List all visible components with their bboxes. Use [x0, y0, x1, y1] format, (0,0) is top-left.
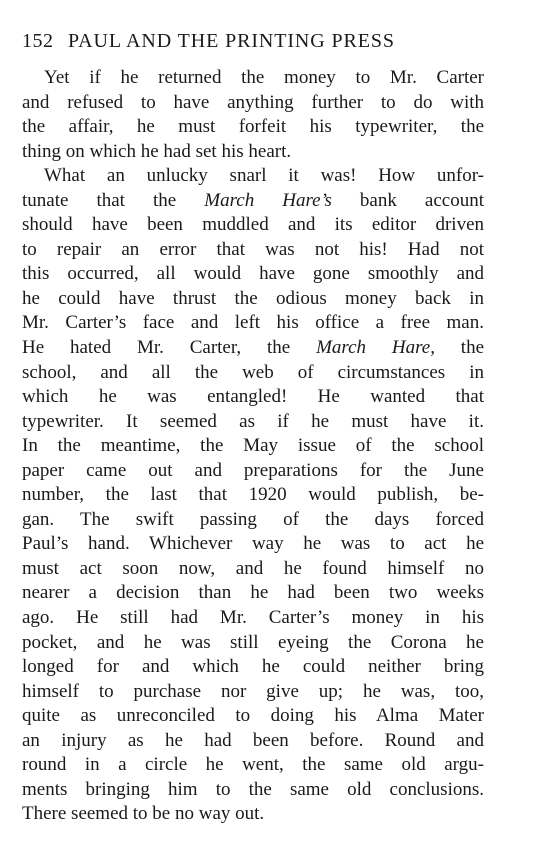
text-line: What an unlucky snarl it was! How unfor-	[44, 165, 484, 187]
text-line: ago. He still had Mr. Carter’s money in his	[22, 607, 484, 629]
text-line: There seemed to be no way out.	[22, 803, 265, 825]
text-line: he could have thrust the odious money back in	[22, 287, 484, 309]
page-number: 152	[22, 30, 54, 52]
text-line: typewriter. It seemed as if he must have it.	[22, 410, 484, 432]
text-line: and refused to have anything further to do with	[22, 91, 484, 113]
text-line: In the meantime, the May issue of the school	[22, 435, 484, 457]
text-line: paper came out and preparations for the June	[22, 459, 484, 481]
italic-title: March Hare,	[316, 337, 435, 359]
text-line: an injury as he had been before. Round and	[22, 729, 484, 751]
text-line: nearer a decision than he had been two weeks	[22, 582, 484, 604]
text-line: longed for and which he could neither bring	[22, 656, 484, 678]
text-line: thing on which he had set his heart.	[22, 140, 292, 162]
text-line: should have been muddled and its editor driven	[22, 214, 484, 236]
text-line: number, the last that 1920 would publish, be-	[22, 484, 484, 506]
text-line: to repair an error that was not his! Had not	[22, 238, 484, 260]
text-line: which he was entangled! He wanted that	[22, 386, 484, 408]
body-text	[22, 66, 484, 827]
text-line: must act soon now, and he found himself no	[22, 557, 484, 579]
running-title: PAUL AND THE PRINTING PRESS	[68, 30, 395, 52]
text-line: school, and all the web of circumstances in	[22, 361, 484, 383]
text-line: the affair, he must forfeit his typewriter, the	[22, 116, 484, 138]
italic-title: March Hare’s	[204, 189, 332, 211]
text-line: Paul’s hand. Whichever way he was to act he	[22, 533, 484, 555]
text-line: Mr. Carter’s face and left his office a free man.	[22, 312, 484, 334]
text-line: tunate that the March Hare’s bank account	[22, 189, 484, 211]
text-line: this occurred, all would have gone smoothly and	[22, 263, 484, 285]
running-header	[22, 28, 482, 54]
text-line: He hated Mr. Carter, the March Hare, the	[22, 337, 484, 359]
text-line: pocket, and he was still eyeing the Corona he	[22, 631, 484, 653]
text-line: Yet if he returned the money to Mr. Carter	[44, 67, 484, 88]
text-line: himself to purchase nor give up; he was, too,	[22, 680, 484, 702]
text-line: gan. The swift passing of the days forced	[22, 508, 484, 530]
text-line: round in a circle he went, the same old argu-	[22, 754, 484, 776]
text-line: ments bringing him to the same old conclusions.	[22, 778, 484, 800]
text-line: quite as unreconciled to doing his Alma Mater	[22, 705, 484, 727]
